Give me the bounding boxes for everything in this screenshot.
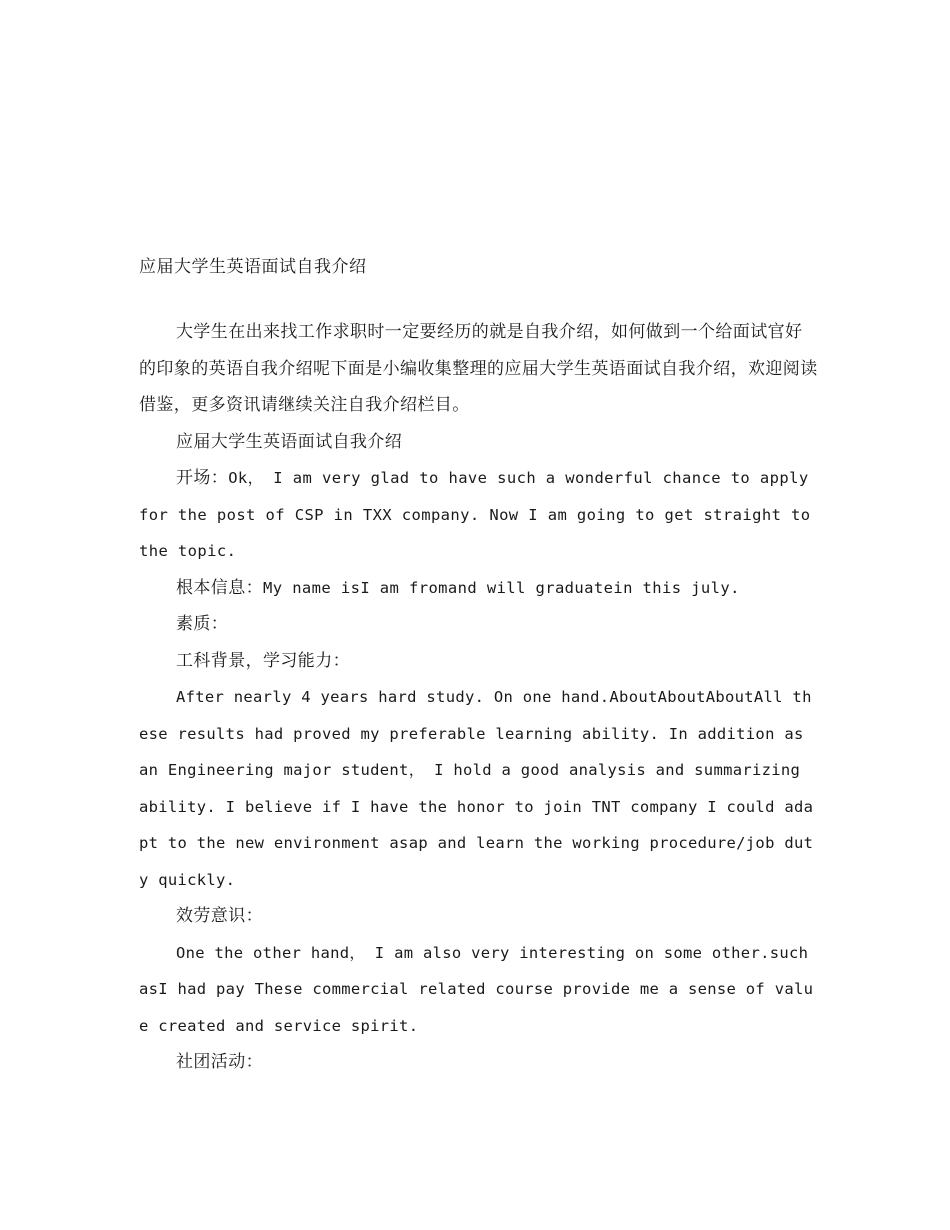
basic-info-label: 根本信息： — [176, 577, 263, 598]
opening-text: Ok， I am very glad to have such a wonderful chance to apply for the post of CSP in TXX company. Now I am going to get straight to the topic. — [139, 469, 811, 560]
engineering-heading: 工科背景，学习能力： — [176, 650, 350, 671]
opening-paragraph — [139, 460, 819, 570]
document-title: 应届大学生英语面试自我介绍 — [139, 257, 367, 277]
subtitle-paragraph: 应届大学生英语面试自我介绍 — [176, 431, 403, 452]
engineering-paragraph: After nearly 4 years hard study. On one hand.AboutAboutAboutAll these results had proved my preferable learning ability. In addition as an Engineering major student， I hold a good analysis and summarizing ability. I believe if I have the honor to join TNT company I could adapt to the new environment asap and learn the working procedure/job duty quickly. — [139, 688, 814, 889]
intro-paragraph: 大学生在出来找工作求职时一定要经历的就是自我介绍，如何做到一个给面试官好的印象的英语自我介绍呢下面是小编收集整理的应届大学生英语面试自我介绍，欢迎阅读借鉴，更多资讯请继续关注自我介绍栏目。 — [139, 322, 818, 415]
quality-heading: 素质： — [176, 614, 229, 634]
club-heading: 社团活动： — [176, 1052, 263, 1072]
opening-label: 开场： — [176, 468, 229, 488]
service-heading: 效劳意识： — [176, 906, 263, 926]
basic-info-text: My name isI am fromand will graduatein this july. — [263, 578, 740, 597]
basic-info-paragraph — [139, 570, 819, 607]
service-paragraph: One the other hand， I am also very interesting on some other.such asI had pay These commercial related course provide me a sense of value created and service spirit. — [139, 943, 814, 1035]
document-page — [139, 250, 819, 1081]
